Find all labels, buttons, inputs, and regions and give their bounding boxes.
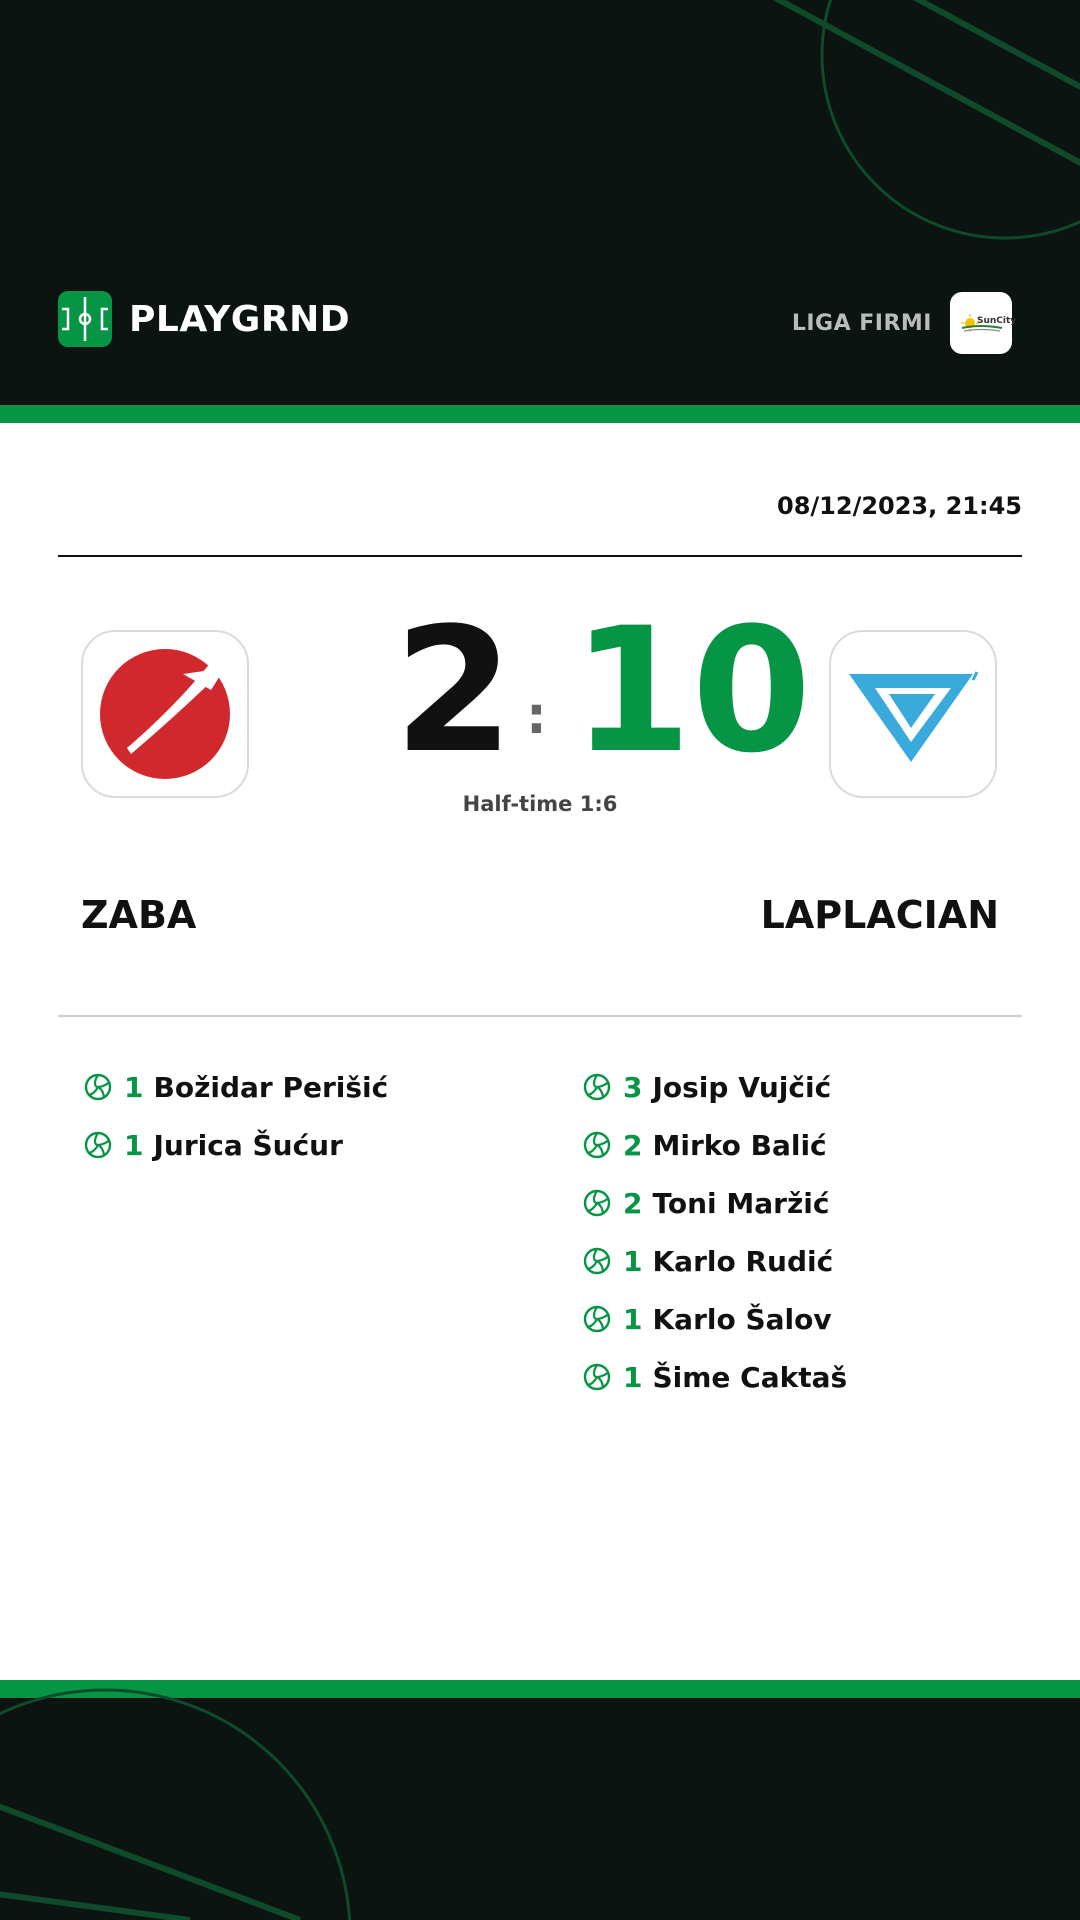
scorer-item[interactable] bbox=[84, 1058, 388, 1116]
home-team-name[interactable]: ZABA bbox=[81, 893, 197, 937]
scorer-name: Mirko Balić bbox=[652, 1128, 827, 1162]
scorer-item[interactable] bbox=[583, 1174, 847, 1232]
scorer-name: Jurica Šućur bbox=[153, 1128, 343, 1162]
away-scorers-list bbox=[583, 1058, 847, 1406]
home-score: 2 bbox=[394, 590, 514, 791]
sponsor-logo-text: SunCity bbox=[977, 316, 1017, 326]
brand-name: PLAYGRND bbox=[129, 298, 351, 340]
ball-icon bbox=[583, 1073, 611, 1101]
scorer-goals: 3 bbox=[623, 1070, 643, 1104]
footer-banner bbox=[0, 1698, 1080, 1920]
sponsor-logo bbox=[950, 292, 1017, 354]
accent-bar-top bbox=[0, 405, 1080, 423]
scorer-name: Josip Vujčić bbox=[652, 1070, 832, 1104]
away-score: 10 bbox=[572, 590, 812, 791]
scorer-item[interactable] bbox=[583, 1058, 847, 1116]
ball-icon bbox=[84, 1131, 112, 1159]
scorer-goals: 2 bbox=[623, 1128, 643, 1162]
scorer-goals: 2 bbox=[623, 1186, 643, 1220]
home-team-crest[interactable] bbox=[81, 630, 249, 798]
home-scorers-list bbox=[84, 1058, 388, 1174]
score-separator: : bbox=[526, 686, 547, 746]
divider bbox=[58, 1015, 1022, 1017]
divider bbox=[58, 555, 1022, 557]
scorer-item[interactable] bbox=[583, 1232, 847, 1290]
ball-icon bbox=[583, 1189, 611, 1217]
ball-icon bbox=[583, 1305, 611, 1333]
scorer-goals: 1 bbox=[124, 1070, 144, 1104]
brand[interactable] bbox=[58, 291, 350, 347]
scorer-name: Toni Maržić bbox=[652, 1186, 830, 1220]
scorer-goals: 1 bbox=[124, 1128, 144, 1162]
scorer-name: Karlo Šalov bbox=[652, 1302, 832, 1336]
scorer-item[interactable] bbox=[583, 1290, 847, 1348]
match-datetime: 08/12/2023, 21:45 bbox=[777, 492, 1022, 520]
scorer-goals: 1 bbox=[623, 1244, 643, 1278]
ball-icon bbox=[583, 1363, 611, 1391]
league-info[interactable] bbox=[791, 292, 1017, 354]
scorer-name: Karlo Rudić bbox=[652, 1244, 834, 1278]
league-name: LIGA FIRMI bbox=[791, 310, 932, 336]
halftime-score: Half-time 1:6 bbox=[462, 792, 618, 816]
pitch-lines-decoration bbox=[0, 1698, 1080, 1920]
away-team-crest[interactable] bbox=[829, 630, 997, 798]
header-banner bbox=[0, 0, 1080, 405]
ball-icon bbox=[84, 1073, 112, 1101]
scorer-goals: 1 bbox=[623, 1302, 643, 1336]
scorer-name: Šime Caktaš bbox=[652, 1360, 848, 1394]
scorer-item[interactable] bbox=[583, 1116, 847, 1174]
scorer-name: Božidar Perišić bbox=[153, 1070, 389, 1104]
scorer-goals: 1 bbox=[623, 1360, 643, 1394]
pitch-icon bbox=[58, 291, 112, 347]
away-team-name[interactable]: LAPLACIAN bbox=[760, 893, 999, 937]
ball-icon bbox=[583, 1247, 611, 1275]
scorer-item[interactable] bbox=[84, 1116, 388, 1174]
ball-icon bbox=[583, 1131, 611, 1159]
scorer-item[interactable] bbox=[583, 1348, 847, 1406]
